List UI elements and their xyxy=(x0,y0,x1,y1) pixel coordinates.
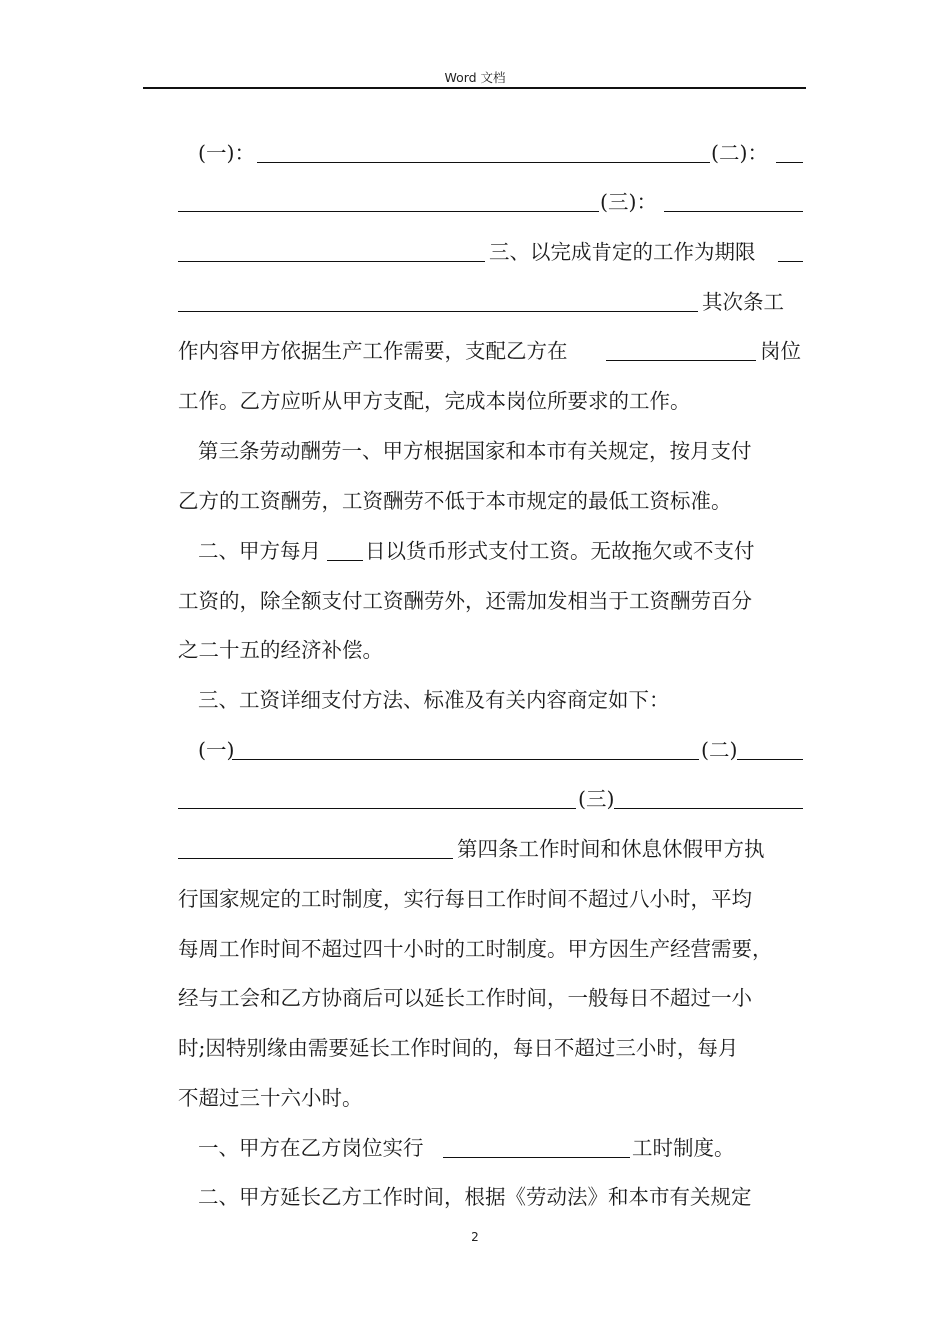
body-line xyxy=(0,683,950,717)
text-segment: 经与工会和乙方协商后可以延长工作时间，一般每日不超过一小 xyxy=(178,986,752,1010)
text-segment: (二) xyxy=(701,738,738,762)
text-segment: 日以货币形式支付工资。无故拖欠或不支付 xyxy=(365,539,755,563)
text-segment: 每周工作时间不超过四十小时的工时制度。甲方因生产经营需要， xyxy=(178,937,773,961)
fill-in-blank[interactable] xyxy=(232,759,699,760)
fill-in-blank[interactable] xyxy=(443,1157,630,1158)
fill-in-blank[interactable] xyxy=(178,808,576,809)
body-line xyxy=(0,384,950,418)
text-segment: 工资的，除全额支付工资酬劳外，还需加发相当于工资酬劳百分 xyxy=(178,589,752,613)
body-line xyxy=(0,136,950,170)
fill-in-blank[interactable] xyxy=(327,560,363,561)
body-line xyxy=(0,185,950,219)
text-segment: (二)： xyxy=(711,141,768,165)
body-line xyxy=(0,733,950,767)
text-segment: (三) xyxy=(578,787,615,811)
text-segment: 时;因特别缘由需要延长工作时间的，每日不超过三小时，每月 xyxy=(178,1036,739,1060)
text-segment: 第三条劳动酬劳一、甲方根据国家和本市有关规定，按月支付 xyxy=(198,439,752,463)
body-line xyxy=(0,932,950,966)
body-line xyxy=(0,1131,950,1165)
fill-in-blank[interactable] xyxy=(257,162,710,163)
text-segment: 作内容甲方依据生产工作需要，支配乙方在 xyxy=(178,339,568,363)
header-title: Word 文档 xyxy=(444,70,506,85)
fill-in-blank[interactable] xyxy=(178,211,599,212)
fill-in-blank[interactable] xyxy=(614,808,803,809)
body-line xyxy=(0,633,950,667)
body-line xyxy=(0,882,950,916)
text-segment: (一) xyxy=(198,738,235,762)
body-line xyxy=(0,584,950,618)
body-line xyxy=(0,534,950,568)
header-rule xyxy=(143,87,806,89)
body-line xyxy=(0,1031,950,1065)
fill-in-blank[interactable] xyxy=(778,261,803,262)
fill-in-blank[interactable] xyxy=(178,311,698,312)
body-line xyxy=(0,484,950,518)
text-segment: 一、甲方在乙方岗位实行 xyxy=(198,1136,424,1160)
text-segment: 岗位 xyxy=(760,339,801,363)
text-segment: 第四条工作时间和休息休假甲方执 xyxy=(457,837,765,861)
text-segment: 乙方的工资酬劳，工资酬劳不低于本市规定的最低工资标准。 xyxy=(178,489,732,513)
page-number: 2 xyxy=(471,1230,479,1244)
fill-in-blank[interactable] xyxy=(178,858,453,859)
text-segment: 之二十五的经济补偿。 xyxy=(178,638,383,662)
text-segment: 工时制度。 xyxy=(632,1136,735,1160)
text-segment: 二、甲方每月 xyxy=(198,539,321,563)
body-line xyxy=(0,1081,950,1115)
fill-in-blank[interactable] xyxy=(178,261,485,262)
body-line xyxy=(0,782,950,816)
text-segment: 其次条工 xyxy=(702,290,784,314)
text-segment: (三)： xyxy=(600,190,657,214)
text-segment: 不超过三十六小时。 xyxy=(178,1086,363,1110)
body-line xyxy=(0,285,950,319)
body-line xyxy=(0,434,950,468)
fill-in-blank[interactable] xyxy=(664,211,803,212)
body-line xyxy=(0,981,950,1015)
body-line xyxy=(0,1180,950,1214)
body-line xyxy=(0,235,950,269)
text-segment: 行国家规定的工时制度，实行每日工作时间不超过八小时，平均 xyxy=(178,887,752,911)
text-segment: 三、以完成肯定的工作为期限 xyxy=(489,240,756,264)
text-segment: 三、工资详细支付方法、标准及有关内容商定如下： xyxy=(198,688,670,712)
text-segment: (一)： xyxy=(198,141,255,165)
text-segment: 工作。乙方应听从甲方支配，完成本岗位所要求的工作。 xyxy=(178,389,691,413)
fill-in-blank[interactable] xyxy=(737,759,803,760)
body-line xyxy=(0,334,950,368)
fill-in-blank[interactable] xyxy=(606,360,756,361)
fill-in-blank[interactable] xyxy=(776,162,803,163)
body-line xyxy=(0,832,950,866)
text-segment: 二、甲方延长乙方工作时间，根据《劳动法》和本市有关规定 xyxy=(198,1185,752,1209)
